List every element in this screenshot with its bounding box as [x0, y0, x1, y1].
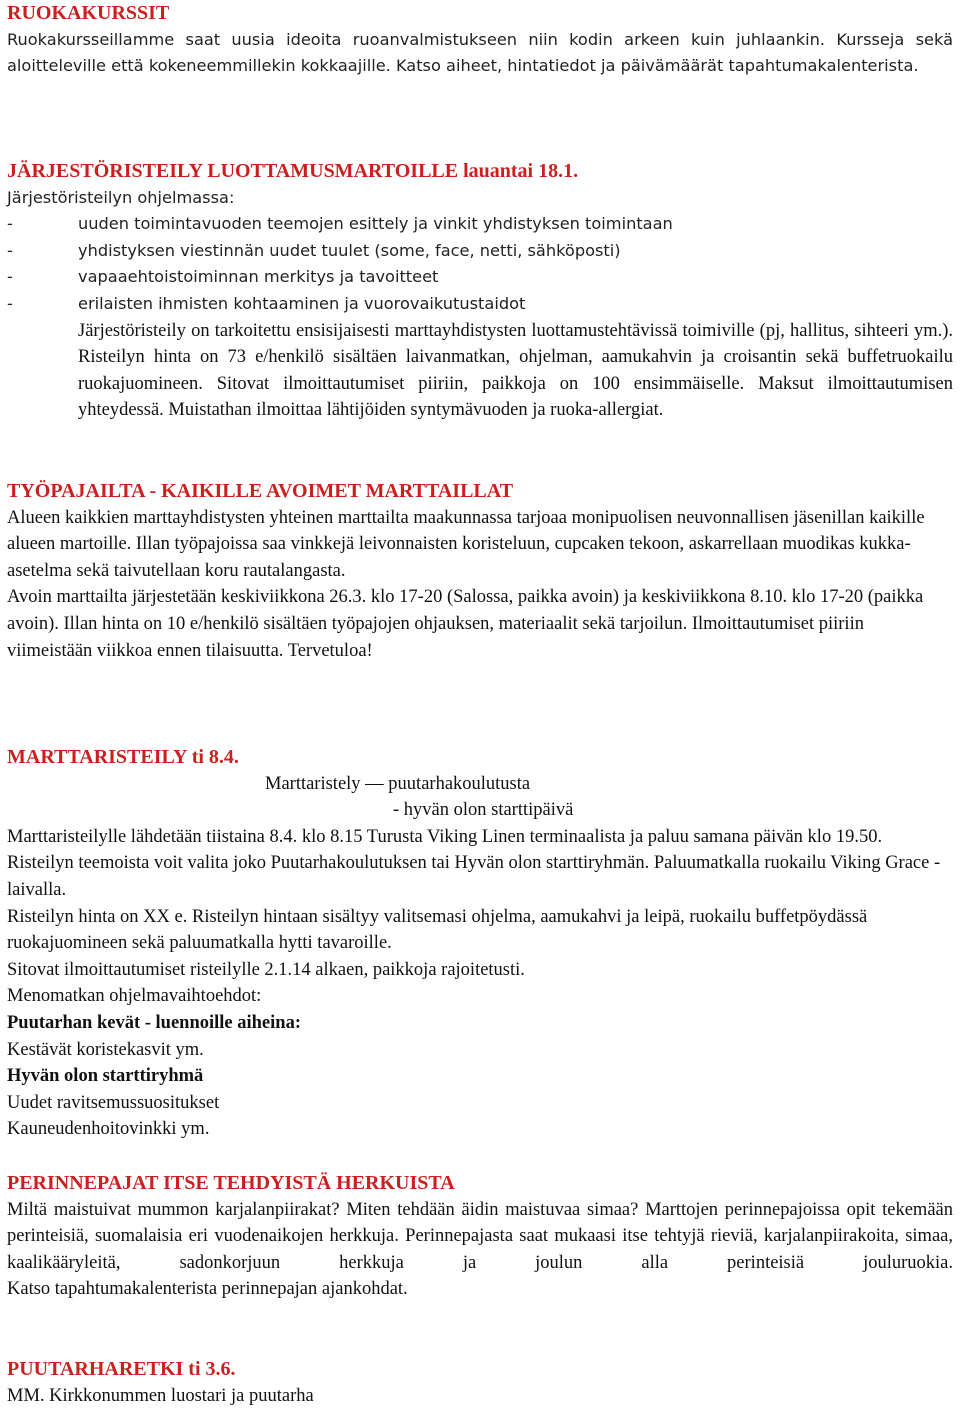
- dash-bullet: -: [7, 267, 13, 287]
- section-marttaristeily: [7, 744, 953, 1143]
- jarjestoristeily-details: Järjestöristeily on tarkoitettu ensisijaisesti marttayhdistysten luottamustehtävissä toimiville (pj, hallitus, sihteeri ym.). Risteilyn hinta on 73 e/henkilö sisältäen laivanmatkan, ohjelman, aamukahvin ja croisantin sekä buffetruokailu ruokajuomineen. Sitovat ilmoittautumiset piiriin, paikkoja on 100 ensimmäiselle. Maksut ilmoittautumisen yhteydessä. Muistathan ilmoittaa lähtijöiden syntymävuoden ja ruoka-allergiat.: [78, 320, 953, 421]
- marttaristeily-option-2-item-2: Kauneudenhoitovinkki ym.: [7, 1119, 210, 1140]
- marttaristeily-subtitle-1: Marttaristely — puutarhakoulutusta: [265, 773, 531, 794]
- section-tyopajailta: [7, 478, 953, 664]
- marttaristeily-heading: MARTTARISTEILY ti 8.4.: [7, 746, 239, 768]
- marttaristeily-subtitle-2: - hyvän olon starttipäivä: [393, 800, 574, 821]
- marttaristeily-body-1: Marttaristeilylle lähdetään tiistaina 8.4. klo 8.15 Turusta Viking Linen terminaalista ja paluu samana päivän klo 19.50. Risteilyn teemoista voit valita joko Puutarhakoulutuksen tai Hyvän olon starttiryhmän. Paluumatkalla ruokailu Viking Grace - laivalla.: [7, 826, 941, 900]
- tyopajailta-body-1: Alueen kaikkien marttayhdistysten yhteinen marttailta maakunnassa tarjoaa monipuolisen neuvonnallisen jäsenillan kaikille alueen martoille. Illan työpajoissa saa vinkkejä leivonnaisten koristeluun, cupcaken tekoon, askarrellaan muodikas kukka-asetelma sekä taivutellaan koru rautalangasta.: [7, 507, 925, 581]
- list-item-text: vapaaehtoistoiminnan merkitys ja tavoitteet: [78, 267, 439, 287]
- tyopajailta-body-2: Avoin marttailta järjestetään keskiviikkona 26.3. klo 17-20 (Salossa, paikka avoin) ja keskiviikkona 8.10. klo 17-20 (paikka avoin). Illan hinta on 10 e/henkilö sisältäen työpajojen ohjauksen, materiaalit sekä tarjoilun. Ilmoittautumiset piiriin viimeistään viikkoa ennen tilaisuutta. Tervetuloa!: [7, 587, 924, 661]
- tyopajailta-heading: TYÖPAJAILTA - KAIKILLE AVOIMET MARTTAILLAT: [7, 480, 514, 502]
- marttaristeily-option-2-title: Hyvän olon starttiryhmä: [7, 1066, 204, 1087]
- list-item: [7, 264, 953, 291]
- marttaristeily-body-3: Sitovat ilmoittautumiset risteilylle 2.1.14 alkaen, paikkoja rajoitetusti.: [7, 959, 525, 980]
- jarjestoristeily-heading: JÄRJESTÖRISTEILY LUOTTAMUSMARTOILLE lauantai 18.1.: [7, 160, 579, 182]
- perinnepajat-heading: PERINNEPAJAT ITSE TEHDYISTÄ HERKUISTA: [7, 1172, 455, 1194]
- section-perinnepajat: [7, 1170, 953, 1303]
- list-item-text: uuden toimintavuoden teemojen esittely ja vinkit yhdistyksen toimintaan: [78, 214, 673, 234]
- marttaristeily-option-2-item-1: Uudet ravitsemussuositukset: [7, 1092, 220, 1113]
- list-item: [7, 238, 953, 265]
- ruokakurssit-heading: RUOKAKURSSIT: [7, 2, 170, 24]
- jarjestoristeily-program-list: [7, 211, 953, 317]
- puutarharetki-heading: PUUTARHARETKI ti 3.6.: [7, 1358, 236, 1380]
- list-item-text: yhdistyksen viestinnän uudet tuulet (some, face, netti, sähköposti): [78, 240, 621, 260]
- marttaristeily-body-2: Risteilyn hinta on XX e. Risteilyn hintaan sisältyy valitsemasi ohjelma, aamukahvi ja leipä, ruokailu buffetpöydässä ruokajuomineen sekä paluumatkalla hytti tavaroille.: [7, 906, 868, 954]
- perinnepajat-body: Miltä maistuivat mummon karjalanpiirakat? Miten tehdään äidin maistuvaa simaa? Marttojen perinnepajoissa opit tekemään perinteisiä, suomalaisia eri vuodenaikojen herkkuja. Perinnepajasta saat mukaasi itse tehtyjä rieviä, karjalanpiirakoita, simaa, kaalikääryleitä, sadonkorjuun herkkuja ja joulun alla perinteisiä jouluruokia.: [7, 1199, 953, 1273]
- section-puutarharetki: [7, 1356, 953, 1409]
- dash-bullet: -: [7, 240, 13, 260]
- section-jarjestoristeily: [7, 158, 953, 424]
- list-item: [7, 211, 953, 238]
- section-ruokakurssit: [7, 0, 953, 80]
- ruokakurssit-body: Ruokakursseillamme saat uusia ideoita ruoanvalmistukseen niin kodin arkeen kuin juhlaankin. Kursseja sekä aloitteleville että kokeneemmillekin kokkaajille. Katso aiheet, hintatiedot ja päivämäärät tapahtumakalenterista.: [7, 29, 953, 76]
- list-item-text: erilaisten ihmisten kohtaaminen ja vuorovaikutustaidot: [78, 293, 526, 313]
- marttaristeily-option-1-item: Kestävät koristekasvit ym.: [7, 1039, 204, 1060]
- marttaristeily-menu-label: Menomatkan ohjelmavaihtoehdot:: [7, 986, 262, 1007]
- perinnepajat-tail: Katso tapahtumakalenterista perinnepajan ajankohdat.: [7, 1279, 408, 1300]
- dash-bullet: -: [7, 293, 13, 313]
- dash-bullet: -: [7, 214, 13, 234]
- puutarharetki-body: MM. Kirkkonummen luostari ja puutarha: [7, 1385, 314, 1406]
- marttaristeily-option-1-title: Puutarhan kevät - luennoille aiheina:: [7, 1012, 301, 1033]
- jarjestoristeily-intro: Järjestöristeilyn ohjelmassa:: [7, 187, 235, 207]
- list-item: [7, 291, 953, 318]
